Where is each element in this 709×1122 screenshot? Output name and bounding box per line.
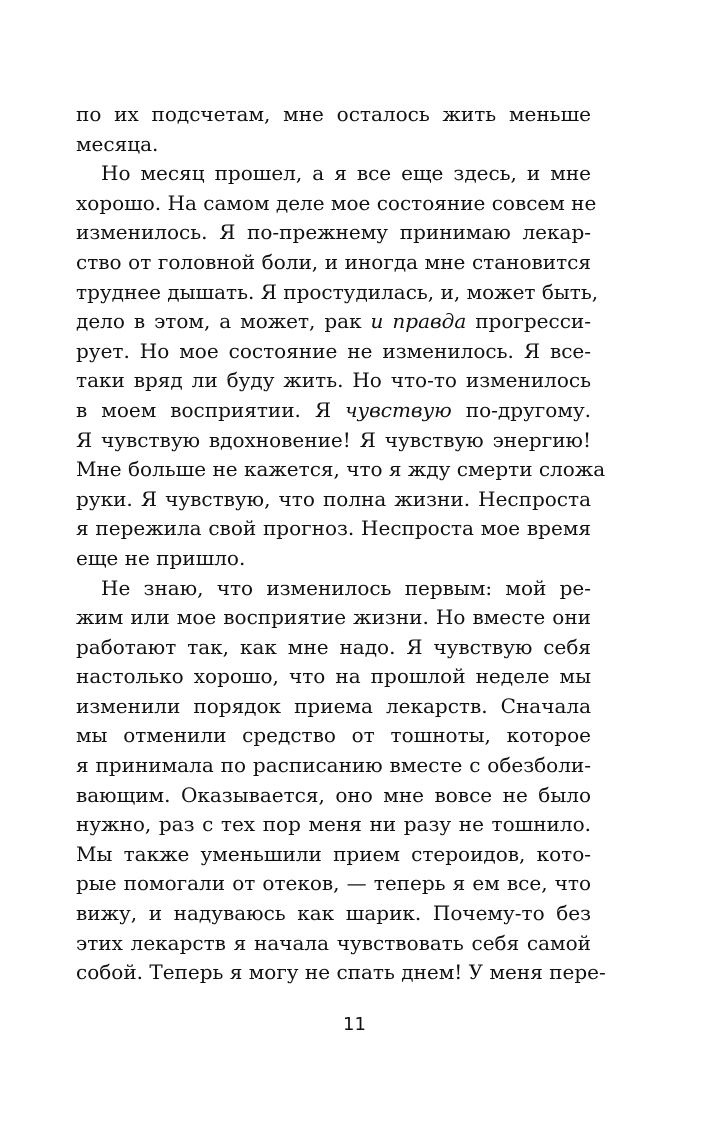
text-line: я пережила свой прогноз. Неспроста мое время — [76, 516, 591, 541]
text-line — [76, 396, 591, 426]
paragraph-first-line: Но месяц прошел, а я все еще здесь, и мне — [101, 161, 591, 186]
text-line: труднее дышать. Я простудилась, и, может быть, — [76, 279, 599, 304]
text-line: я принимала по расписанию вместе с обезболи- — [76, 753, 591, 778]
italic-emphasis: чувствую — [345, 397, 452, 422]
text-line: рует. Но мое состояние не изменилось. Я все- — [76, 338, 591, 363]
text-line-end: прогресси- — [466, 309, 591, 334]
text-line: Мы также уменьшили прием стероидов, кото- — [76, 841, 591, 866]
text-line: собой. Теперь я могу не спать днем! У меня пере- — [76, 960, 606, 985]
text-line-start: в моем восприятии. Я — [76, 397, 346, 422]
body-text — [76, 100, 606, 988]
text-line: нужно, раз с тех пор меня ни разу не тошнило. — [76, 812, 591, 837]
text-line: таки вряд ли буду жить. Но что-то изменилось — [76, 368, 591, 393]
paragraph-first-line: Не знаю, что изменилось первым: мой ре- — [101, 575, 591, 600]
text-line: рые помогали от отеков, — теперь я ем все, что — [76, 871, 591, 896]
text-line-start: дело в этом, а может, рак — [76, 309, 371, 334]
text-line: месяца. — [76, 131, 159, 156]
text-line: настолько хорошо, что на прошлой неделе мы — [76, 664, 591, 689]
text-line: Я чувствую вдохновение! Я чувствую энергию! — [76, 427, 591, 452]
text-line: жим или мое восприятие жизни. Но вместе они — [76, 605, 591, 630]
text-line: еще не пришло. — [76, 545, 246, 570]
text-line: изменилось. Я по-прежнему принимаю лекар- — [76, 220, 591, 245]
italic-emphasis: и правда — [370, 309, 467, 334]
text-line: ство от головной боли, и иногда мне становится — [76, 249, 591, 274]
text-line: этих лекарств я начала чувствовать себя самой — [76, 930, 591, 955]
text-line: хорошо. На самом деле мое состояние совсем не — [76, 190, 597, 215]
text-line: по их подсчетам, мне осталось жить меньше — [76, 102, 591, 126]
page-number: 11 — [343, 1014, 366, 1035]
text-line: работают так, как мне надо. Я чувствую себя — [76, 634, 591, 659]
text-line: Мне больше не кажется, что я жду смерти сложа — [76, 457, 606, 482]
text-line-end: по-другому. — [451, 397, 591, 422]
text-line: мы отменили средство от тошноты, которое — [76, 723, 591, 748]
text-line: изменили порядок приема лекарств. Сначала — [76, 693, 591, 718]
text-line — [76, 307, 591, 337]
text-line: вижу, и надуваюсь как шарик. Почему-то без — [76, 901, 591, 926]
text-line: вающим. Оказывается, оно мне вовсе не было — [76, 782, 591, 807]
text-line: руки. Я чувствую, что полна жизни. Неспроста — [76, 486, 591, 511]
